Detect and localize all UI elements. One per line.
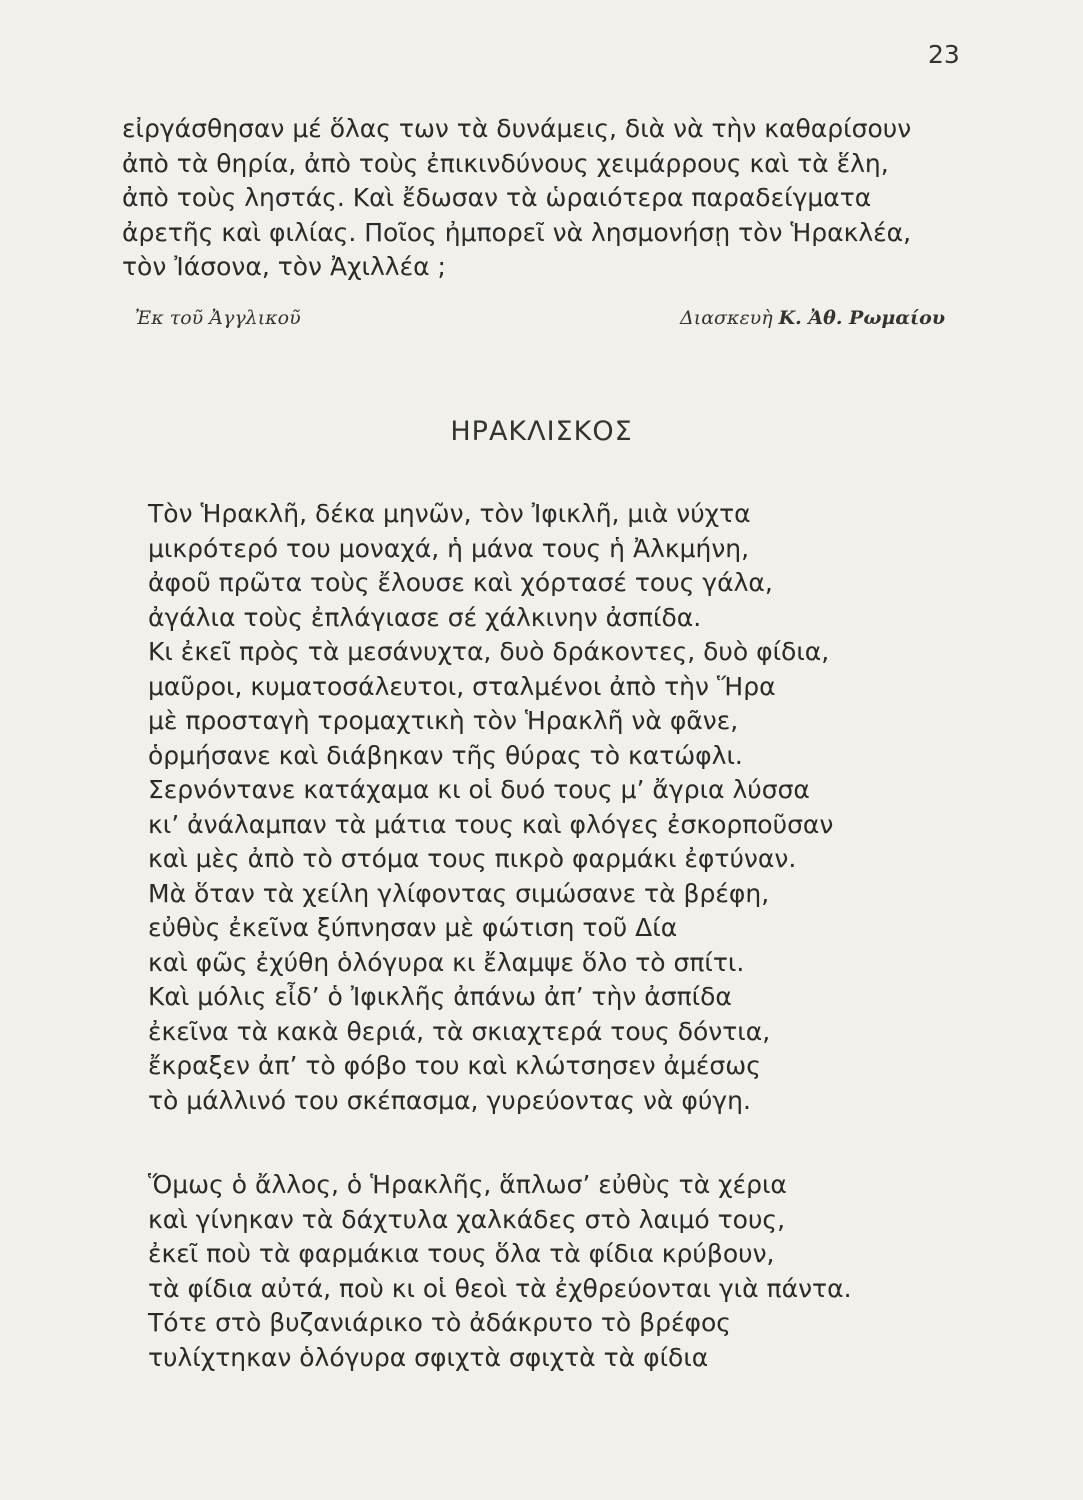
- poem-line: Καὶ μόλις εἶδ’ ὁ Ἰφικλῆς ἀπάνω ἀπ’ τὴν ἀσπίδα: [148, 982, 732, 1011]
- poem-line: μικρότερό του μοναχά, ἡ μάνα τους ἡ Ἀλκμήνη,: [148, 533, 750, 563]
- poem-line: ἐκεῖνα τὰ κακὰ θεριά, τὰ σκιαχτερά τους δόντια,: [148, 1016, 771, 1046]
- poem-line: τὰ φίδια αὐτά, ποὺ κι οἱ θεοὶ τὰ ἐχθρεύονται γιὰ πάντα.: [148, 1273, 852, 1303]
- poem-line: ὁρμήσανε καὶ διάβηκαν τῆς θύρας τὸ κατώφλι.: [148, 740, 743, 770]
- poem-line: καὶ φῶς ἐχύθη ὁλόγυρα κι ἔλαμψε ὅλο τὸ σπίτι.: [148, 947, 745, 977]
- poem-line: ἐκεῖ ποὺ τὰ φαρμάκια τους ὅλα τὰ φίδια κρύβουν,: [148, 1239, 775, 1268]
- poem-line: Ὅμως ὁ ἄλλος, ὁ Ἡρακλῆς, ἅπλωσ’ εὐθὺς τὰ χέρια: [148, 1170, 787, 1199]
- poem-line: Σερνόντανε κατάχαμα κι οἱ δυό τους μ’ ἄγρια λύσσα: [148, 775, 810, 804]
- poem-title: ΗΡΑΚΛΙΣΚΟΣ: [450, 416, 633, 447]
- poem-line: Τότε στὸ βυζανιάρικο τὸ ἀδάκρυτο τὸ βρέφος: [148, 1308, 731, 1337]
- poem-line: ἀγάλια τοὺς ἐπλάγιασε σέ χάλκινην ἀσπίδα.: [148, 602, 702, 632]
- poem-line: κι’ ἀνάλαμπαν τὰ μάτια τους καὶ φλόγες ἐσκορποῦσαν: [148, 809, 834, 839]
- page-number: 23: [928, 40, 960, 69]
- poem-line: καὶ γίνηκαν τὰ δάχτυλα χαλκάδες στὸ λαιμό τους,: [148, 1204, 786, 1234]
- poem-line: Κι ἐκεῖ πρὸς τὰ μεσάνυχτα, δυὸ δράκοντες, δυὸ φίδια,: [148, 637, 830, 666]
- poem-stanza-1: [148, 497, 998, 1118]
- poem-line: καὶ μὲς ἀπὸ τὸ στόμα τους πικρὸ φαρμάκι ἐφτύναν.: [148, 844, 797, 873]
- adaptation-author: Κ. Ἀθ. Ρωμαίου: [778, 307, 945, 329]
- poem-line: ἔκραξεν ἀπ’ τὸ φόβο του καὶ κλώτσησεν ἀμέσως: [148, 1051, 761, 1080]
- prose-line: ἀπὸ τοὺς ληστάς. Καὶ ἔδωσαν τὰ ὡραιότερα παραδείγματα: [122, 183, 872, 212]
- poem-line: μὲ προσταγὴ τρομαχτικὴ τὸν Ἡρακλῆ νὰ φᾶνε,: [148, 706, 739, 735]
- poem-line: εὐθὺς ἐκεῖνα ξύπνησαν μὲ φώτιση τοῦ Δία: [148, 913, 678, 942]
- prose-line: ἀρετῆς καὶ φιλίας. Ποῖος ἠμπορεῖ νὰ λησμονήσῃ τὸν Ἡρακλέα,: [122, 217, 912, 247]
- poem-stanza-2: [148, 1168, 998, 1375]
- prose-line: τὸν Ἰάσονα, τὸν Ἀχιλλέα ;: [122, 252, 446, 281]
- poem-line: μαῦροι, κυματοσάλευτοι, σταλμένοι ἀπὸ τὴν Ἥρα: [148, 671, 776, 701]
- prose-line: εἰργάσθησαν μέ ὅλας των τὰ δυνάμεις, διὰ νὰ τὴν καθαρίσουν: [122, 114, 912, 143]
- prose-line: ἀπὸ τὰ θηρία, ἀπὸ τοὺς ἐπικινδύνους χειμάρρους καὶ τὰ ἕλη,: [122, 148, 889, 178]
- prose-paragraph: [122, 112, 982, 285]
- poem-line: τυλίχτηκαν ὁλόγυρα σφιχτὰ σφιχτὰ τὰ φίδια: [148, 1342, 709, 1372]
- poem-line: Τὸν Ἡρακλῆ, δέκα μηνῶν, τὸν Ἰφικλῆ, μιὰ νύχτα: [148, 499, 751, 528]
- poem-line: Μὰ ὅταν τὰ χείλη γλίφοντας σιμώσανε τὰ βρέφη,: [148, 878, 770, 908]
- source-language-note: Ἐκ τοῦ Ἀγγλικοῦ: [135, 307, 301, 329]
- poem-line: ἀφοῦ πρῶτα τοὺς ἔλουσε καὶ χόρτασέ τους γάλα,: [148, 568, 773, 597]
- poem-line: τὸ μάλλινό του σκέπασμα, γυρεύοντας νὰ φύγη.: [148, 1085, 751, 1115]
- adaptation-label: Διασκευὴ: [680, 307, 773, 329]
- adaptation-credit: [680, 307, 945, 329]
